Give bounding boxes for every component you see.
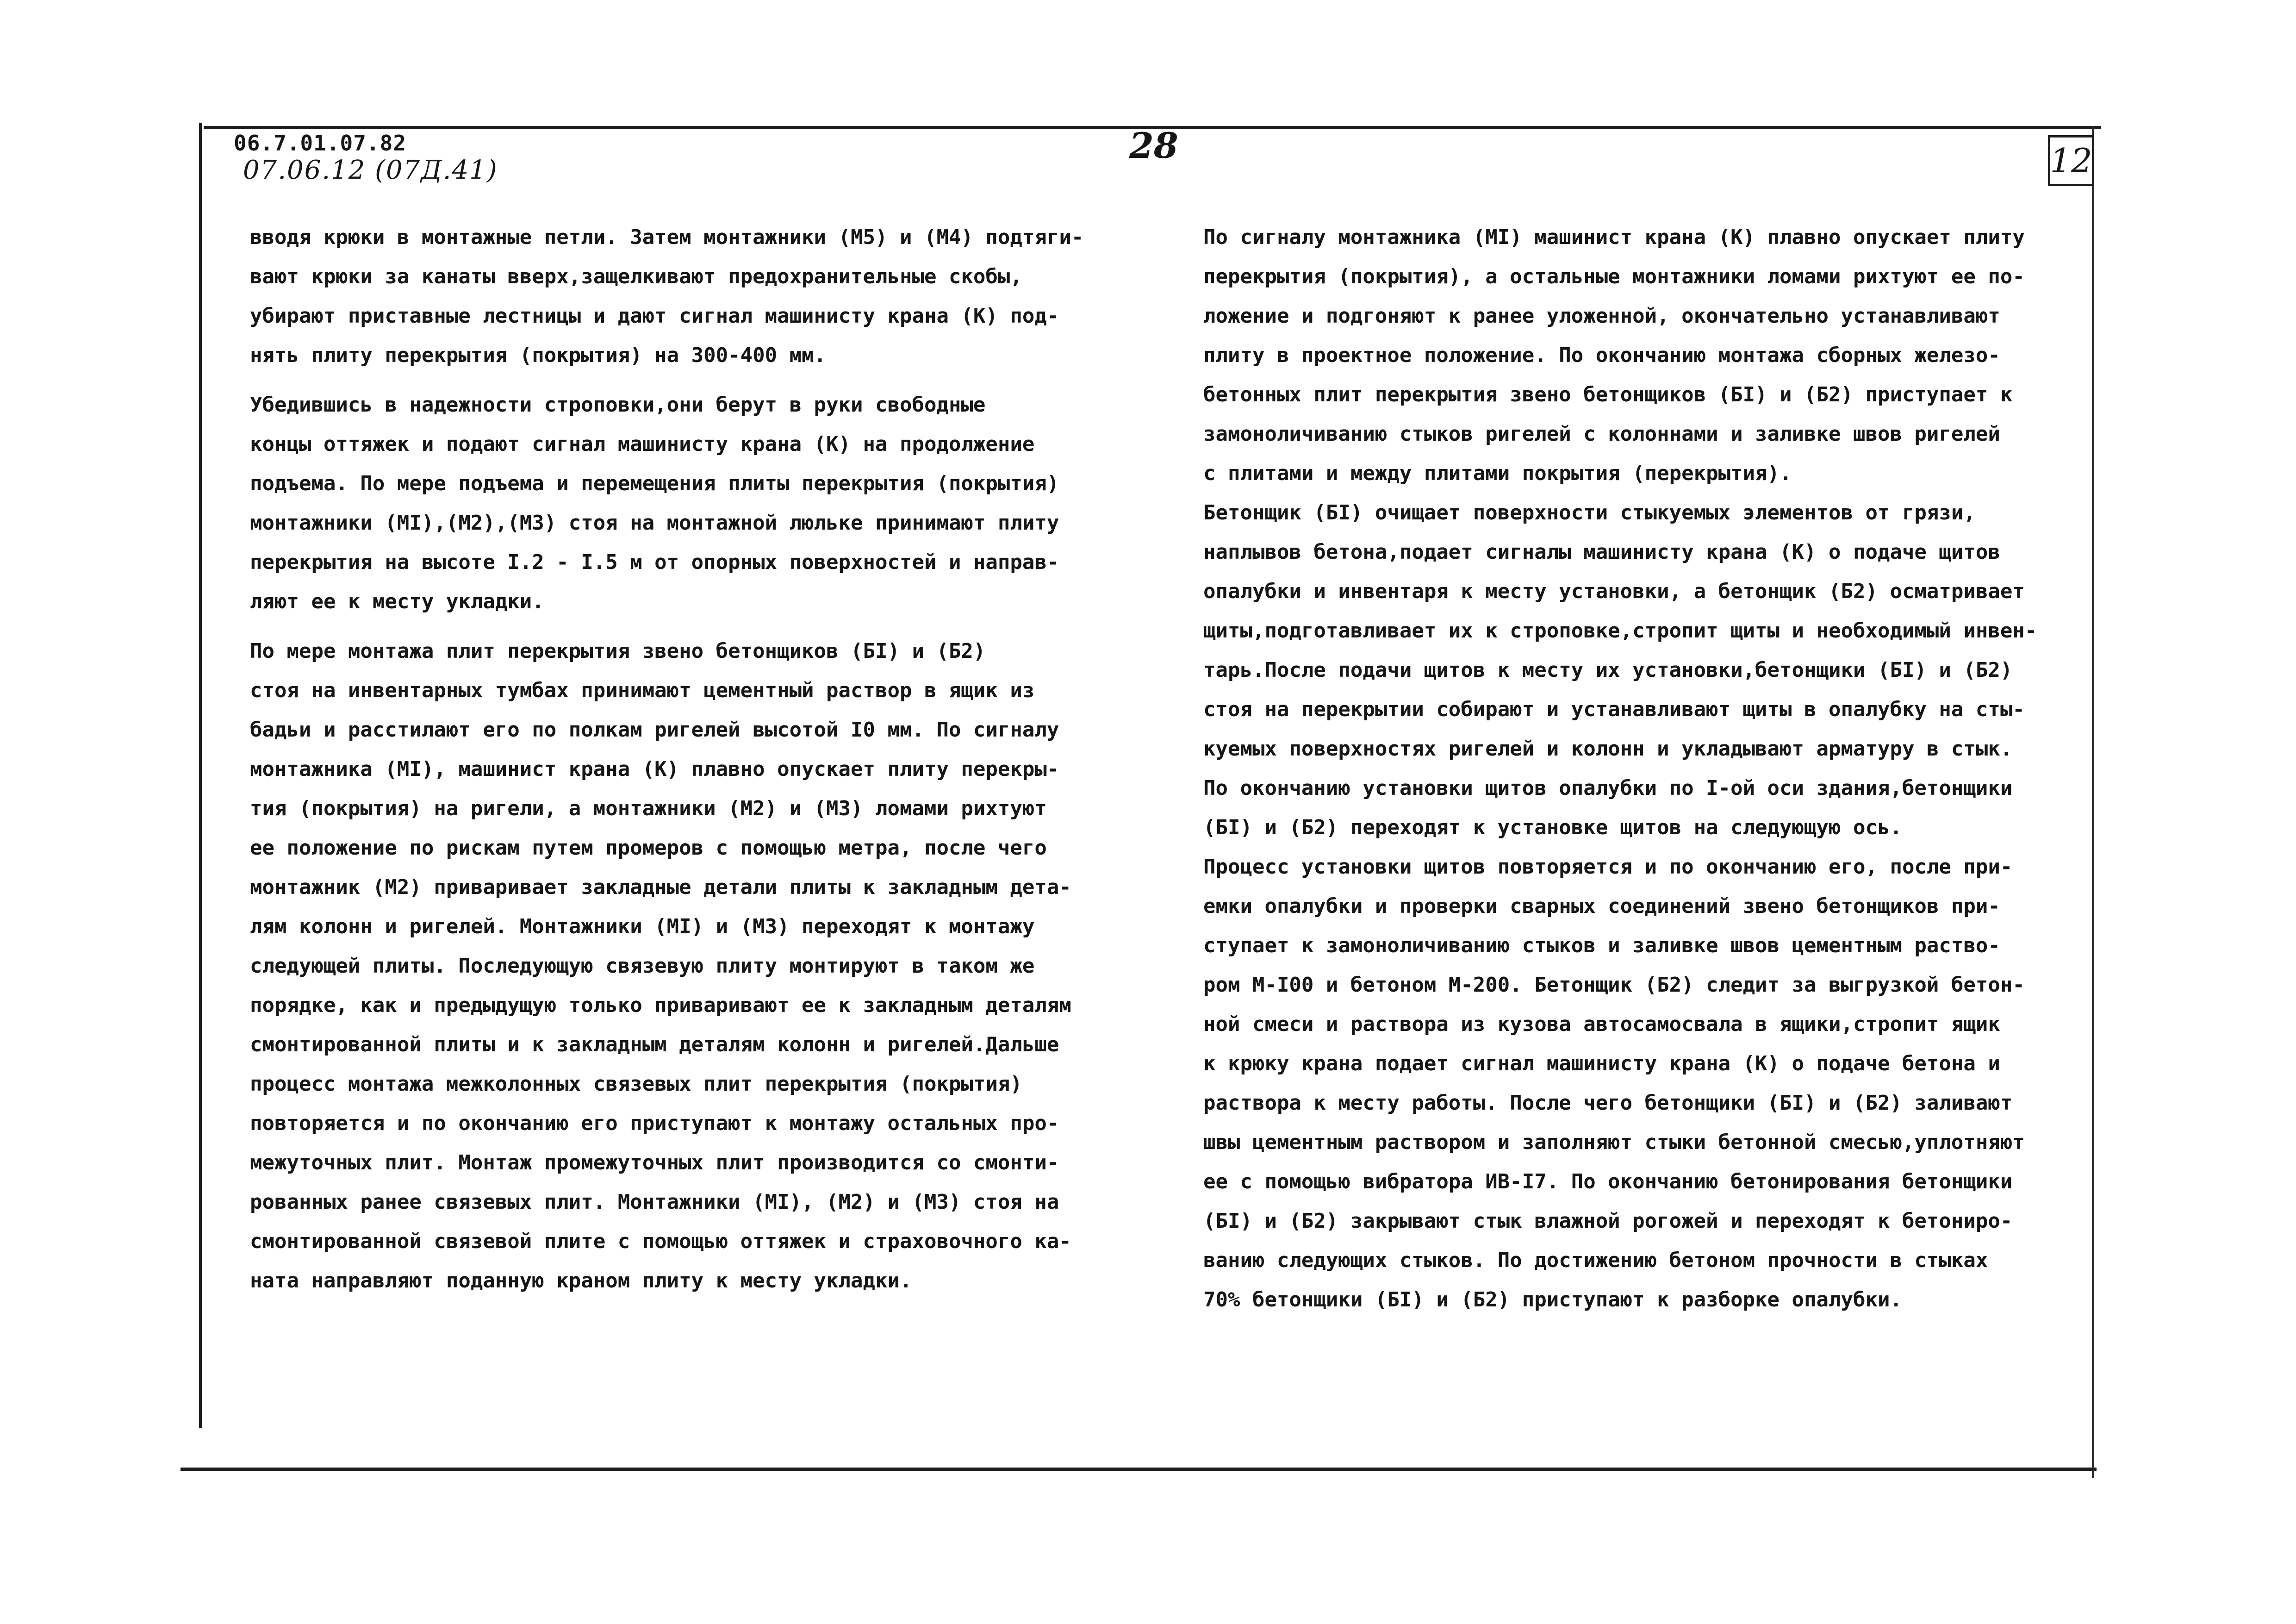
text-line: смонтированной связевой плите с помощью оттяжек и страховочного ка- bbox=[250, 1230, 1071, 1253]
text-line: рованных ранее связевых плит. Монтажники (MI), (M2) и (M3) стоя на bbox=[250, 1190, 1059, 1214]
paragraph-gap bbox=[250, 375, 1106, 385]
text-line: По окончанию установки щитов опалубки по I-ой оси здания,бетонщики bbox=[1203, 776, 2013, 800]
text-line: с плитами и между плитами покрытия (перекрытия). bbox=[1203, 462, 1792, 485]
text-line: ром M-I00 и бетоном M-200. Бетонщик (Б2) следит за выгрузкой бетон- bbox=[1203, 973, 2025, 997]
frame-left-line bbox=[199, 123, 202, 1428]
text-line: тия (покрытия) на ригели, а монтажники (M2) и (M3) ломами рихтуют bbox=[250, 797, 1047, 820]
text-line: подъема. По мере подъема и перемещения плиты перекрытия (покрытия) bbox=[250, 472, 1059, 495]
text-line: раствора к месту работы. После чего бетонщики (БI) и (Б2) заливают bbox=[1203, 1091, 2013, 1115]
text-line: Процесс установки щитов повторяется и по окончанию его, после при- bbox=[1203, 855, 2013, 879]
text-line: стоя на инвентарных тумбах принимают цементный раствор в ящик из bbox=[250, 679, 1035, 702]
text-line: лям колонн и ригелей. Монтажники (MI) и (M3) переходят к монтажу bbox=[250, 915, 1035, 938]
text-line: ложение и подгоняют к ранее уложенной, окончательно устанавливают bbox=[1203, 304, 2000, 328]
text-line: (БI) и (Б2) закрывают стык влажной рогожей и переходят к бетониро- bbox=[1203, 1209, 2013, 1233]
frame-bottom-line bbox=[180, 1468, 2097, 1471]
text-line: к крюку крана подает сигнал машинисту крана (K) о подаче бетона и bbox=[1203, 1052, 2000, 1075]
text-line: ее положение по рискам путем промеров с помощью метра, после чего bbox=[250, 836, 1047, 860]
text-line: монтажника (MI), машинист крана (K) плавно опускает плиту перекры- bbox=[250, 757, 1059, 781]
text-line: убирают приставные лестницы и дают сигнал машинисту крана (K) под- bbox=[250, 304, 1059, 328]
page-number: 28 bbox=[1129, 125, 1178, 166]
text-line: Бетонщик (БI) очищает поверхности стыкуемых элементов от грязи, bbox=[1203, 501, 1976, 525]
text-line: замоноличиванию стыков ригелей с колоннами и заливке швов ригелей bbox=[1203, 422, 2000, 446]
text-line: следующей плиты. Последующую связевую плиту монтируют в таком же bbox=[250, 954, 1035, 978]
text-line: ной смеси и раствора из кузова автосамосвала в ящики,стропит ящик bbox=[1203, 1012, 2000, 1036]
text-line: процесс монтажа межколонных связевых плит перекрытия (покрытия) bbox=[250, 1072, 1022, 1096]
text-line: емки опалубки и проверки сварных соединений звено бетонщиков при- bbox=[1203, 894, 2000, 918]
text-line: швы цементным раствором и заполняют стыки бетонной смесью,уплотняют bbox=[1203, 1131, 2025, 1154]
text-line: плиту в проектное положение. По окончанию монтажа сборных железо- bbox=[1203, 344, 2000, 367]
text-line: межуточных плит. Монтаж промежуточных плит производится со смонти- bbox=[250, 1151, 1059, 1174]
text-line: концы оттяжек и подают сигнал машинисту крана (K) на продолжение bbox=[250, 432, 1035, 456]
text-line: куемых поверхностях ригелей и колонн и укладывают арматуру в стык. bbox=[1203, 737, 2013, 761]
document-code: 06.7.01.07.82 bbox=[234, 131, 407, 156]
text-line: наплывов бетона,подает сигналы машинисту крана (K) о подаче щитов bbox=[1203, 540, 2000, 564]
text-line: ванию следующих стыков. По достижению бетоном прочности в стыках bbox=[1203, 1249, 1988, 1272]
text-line: тарь.После подачи щитов к месту их установки,бетонщики (БI) и (Б2) bbox=[1203, 658, 2013, 682]
text-line: смонтированной плиты и к закладным деталям колонн и ригелей.Дальше bbox=[250, 1033, 1059, 1056]
text-line: монтажник (M2) приваривает закладные детали плиты к закладным дета- bbox=[250, 875, 1071, 899]
text-line: ната направляют поданную краном плиту к месту укладки. bbox=[250, 1269, 912, 1293]
text-line: монтажники (MI),(M2),(M3) стоя на монтажной люльке принимают плиту bbox=[250, 511, 1059, 535]
right-text-column bbox=[1203, 218, 2083, 1319]
frame-right-line bbox=[2092, 126, 2094, 1478]
text-line: нять плиту перекрытия (покрытия) на 300-400 мм. bbox=[250, 344, 827, 367]
text-line: опалубки и инвентаря к месту установки, а бетонщик (Б2) осматривает bbox=[1203, 580, 2025, 603]
left-text-column bbox=[250, 218, 1106, 1300]
text-line: бадьи и расстилают его по полкам ригелей высотой I0 мм. По сигналу bbox=[250, 718, 1059, 742]
text-line: Убедившись в надежности строповки,они берут в руки свободные bbox=[250, 393, 986, 417]
text-line: (БI) и (Б2) переходят к установке щитов на следующую ось. bbox=[1203, 816, 1902, 839]
text-line: порядке, как и предыдущую только приваривают ее к закладным деталям bbox=[250, 993, 1071, 1017]
text-line: ее с помощью вибратора ИВ-I7. По окончанию бетонирования бетонщики bbox=[1203, 1170, 2013, 1193]
text-line: бетонных плит перекрытия звено бетонщиков (БI) и (Б2) приступает к bbox=[1203, 383, 2013, 406]
text-line: По мере монтажа плит перекрытия звено бетонщиков (БI) и (Б2) bbox=[250, 639, 986, 663]
text-line: перекрытия на высоте I.2 - I.5 м от опорных поверхностей и направ- bbox=[250, 550, 1059, 574]
text-line: 70% бетонщики (БI) и (Б2) приступают к разборке опалубки. bbox=[1203, 1288, 1902, 1312]
text-line: вают крюки за канаты вверх,защелкивают предохранительные скобы, bbox=[250, 265, 1022, 288]
sheet-number-box bbox=[2048, 135, 2094, 186]
paragraph-gap bbox=[250, 621, 1106, 631]
text-line: ступает к замоноличиванию стыков и заливке швов цементным раство- bbox=[1203, 934, 2000, 957]
sheet-number: 12 bbox=[2050, 141, 2092, 180]
text-line: вводя крюки в монтажные петли. Затем монтажники (M5) и (M4) подтяги- bbox=[250, 225, 1084, 249]
text-line: щиты,подготавливает их к строповке,стропит щиты и необходимый инвен- bbox=[1203, 619, 2037, 643]
handwritten-reference: 07.06.12 (07Д.41) bbox=[243, 155, 498, 185]
text-line: перекрытия (покрытия), а остальные монтажники ломами рихтуют ее по- bbox=[1203, 265, 2025, 288]
text-line: повторяется и по окончанию его приступают к монтажу остальных про- bbox=[250, 1112, 1059, 1135]
text-line: ляют ее к месту укладки. bbox=[250, 590, 544, 613]
text-line: стоя на перекрытии собирают и устанавливают щиты в опалубку на сты- bbox=[1203, 698, 2025, 721]
text-line: По сигналу монтажника (MI) машинист крана (K) плавно опускает плиту bbox=[1203, 225, 2025, 249]
